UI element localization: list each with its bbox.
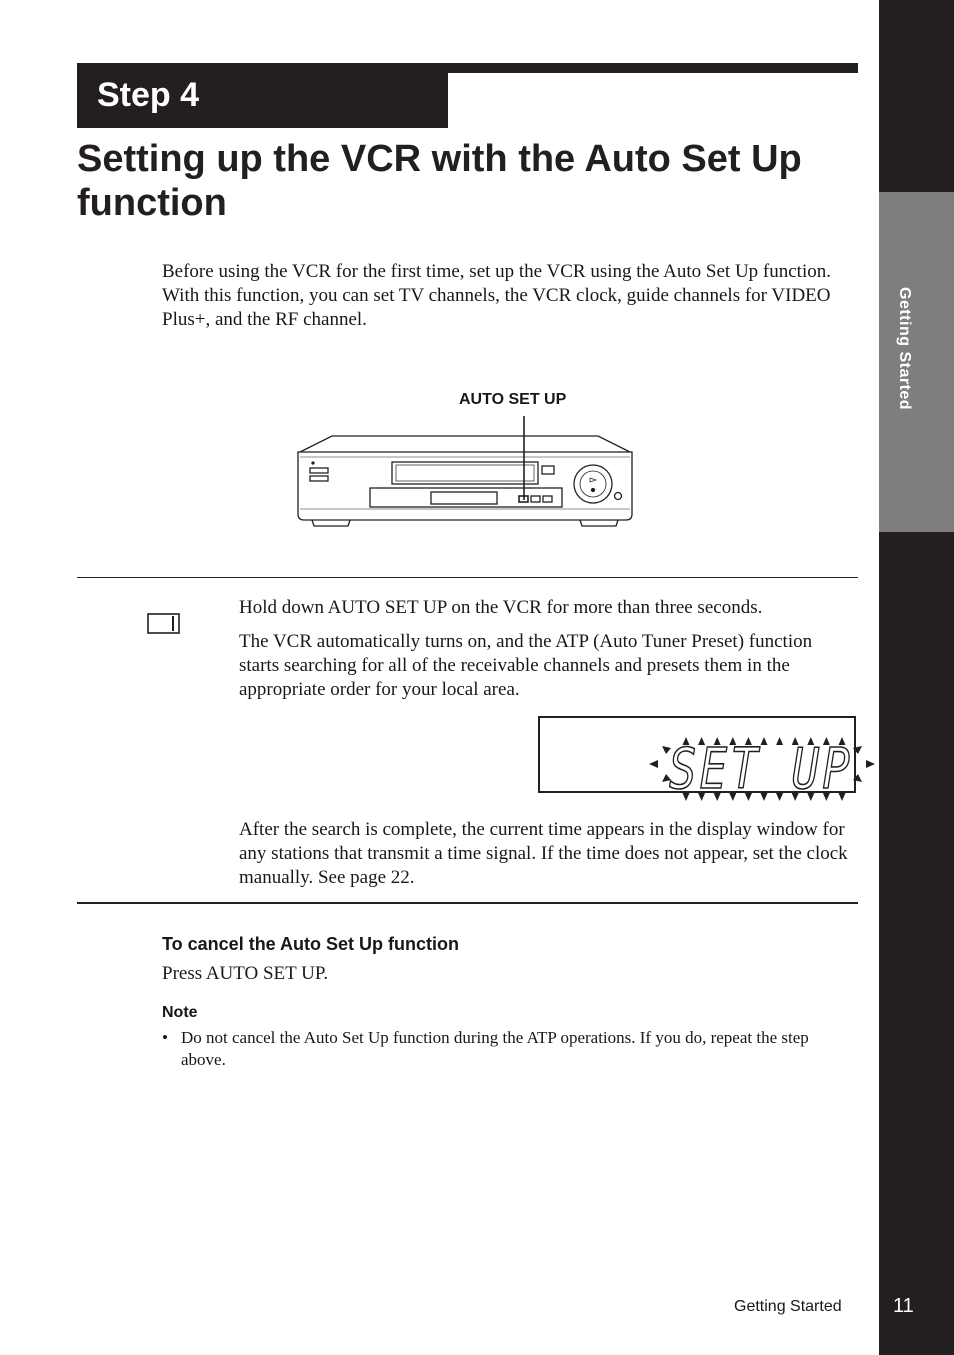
after-search-text: After the search is complete, the current time appears in the display window for any stations that transmit a time signal. If the time does not appear, set the clock manually. See page 22.: [239, 819, 848, 888]
bullet-icon: •: [162, 1028, 168, 1047]
note-heading: Note: [162, 1004, 198, 1021]
note-text: Do not cancel the Auto Set Up function during the ATP operations. If you do, repeat the step above.: [181, 1028, 809, 1069]
page-title: Setting up the VCR with the Auto Set Up function: [77, 138, 802, 224]
page-number: 11: [893, 1295, 914, 1317]
section-rule-bottom: [77, 902, 858, 904]
step-instruction: Hold down AUTO SET UP on the VCR for more than three seconds.: [239, 597, 763, 618]
step-label: Step 4: [97, 76, 200, 114]
vcr-front-panel-illustration: [290, 412, 640, 534]
vcr-display-window: [538, 716, 856, 802]
callout-label: AUTO SET UP: [459, 391, 567, 408]
cancel-heading: To cancel the Auto Set Up function: [162, 934, 459, 954]
section-rule-top: [77, 577, 858, 578]
display-readout: [540, 718, 858, 802]
side-tab-label: Getting Started: [896, 287, 913, 411]
display-text: SET UP: [669, 737, 853, 802]
cancel-text: Press AUTO SET UP.: [162, 963, 329, 984]
edge-tab-section-highlight: [879, 192, 954, 532]
intro-paragraph: Before using the VCR for the first time, set up the VCR using the Auto Set Up function. With this function, you can set TV channels, the VCR clock, guide channels for VIDEO Plus+, and the RF channel.: [162, 261, 831, 330]
step-result: The VCR automatically turns on, and the ATP (Auto Tuner Preset) function starts searching for all of the receivable channels and presets them in the appropriate order for your local area.: [239, 631, 813, 700]
step-number-icon: [147, 613, 181, 635]
note-item: [162, 1027, 822, 1071]
footer-section-name: Getting Started: [734, 1298, 842, 1315]
